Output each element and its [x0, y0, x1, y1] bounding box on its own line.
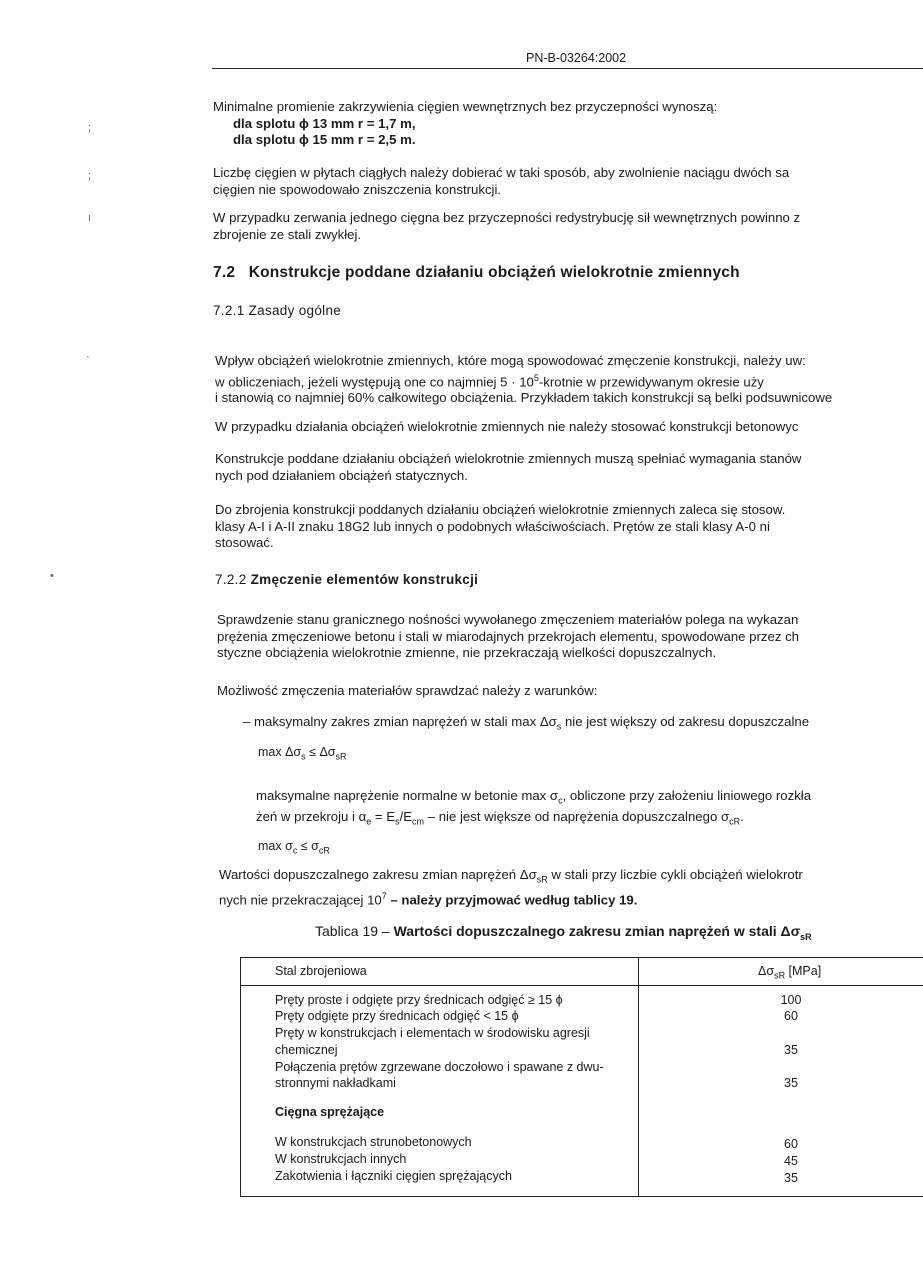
paragraph-check: [217, 612, 799, 662]
text-fragment: – nie jest większe od naprężenia dopuszczalnego σ: [424, 809, 730, 825]
text-fragment: Δσ: [758, 964, 775, 978]
table-value: 60: [784, 1137, 798, 1151]
text-fragment: [MPa]: [785, 964, 822, 978]
table-caption: [315, 923, 812, 945]
table-row: Zakotwienia i łączniki cięgien sprężających: [275, 1169, 512, 1183]
paragraph-line: [215, 370, 832, 391]
subscript: cR: [729, 816, 741, 827]
table-value: 35: [784, 1043, 798, 1057]
paragraph-line: Liczbę cięgien w płytach ciągłych należy dobierać w taki sposób, aby zwolnienie naciągu dwóch sa: [213, 165, 790, 180]
condition-steel: [243, 714, 809, 735]
text-fragment: – należy przyjmować według tablicy 19.: [386, 892, 638, 908]
document-code: PN-B-03264:2002: [526, 51, 627, 65]
text-fragment: żeń w przekroju i α: [256, 809, 367, 825]
formula-text: max σ: [258, 839, 293, 853]
table-row: stronnymi nakładkami: [275, 1076, 396, 1090]
section-title: Zmęczenie elementów konstrukcji: [250, 572, 479, 587]
paragraph-line: nych pod działaniem obciążeń statycznych.: [215, 467, 468, 483]
caption-title: Wartości dopuszczalnego zakresu zmian naprężeń w stali Δσ: [393, 923, 801, 939]
paragraph-influence: [215, 353, 832, 407]
table-row: Pręty odgięte przy średnicach odgięć < 15 ϕ: [275, 1009, 519, 1023]
table-value: 35: [784, 1076, 798, 1090]
section-title: Zasady ogólne: [248, 303, 342, 318]
subscript: cm: [412, 816, 425, 827]
paragraph-line: [219, 888, 803, 909]
formula-concrete: [258, 838, 330, 859]
section-number: 7.2.2: [215, 572, 247, 587]
formula-text: ≤ Δσ: [305, 745, 336, 759]
text-fragment: /E: [399, 809, 413, 825]
table-row: Połączenia prętów zgrzewane doczołowo i spawane z dwu-: [275, 1060, 604, 1074]
text-fragment: -krotnie w przewidywanym okresie uży: [538, 373, 764, 389]
paragraph-concrete: [215, 419, 798, 436]
text-fragment: w obliczeniach, jeżeli występują one co najmniej 5 · 10: [215, 373, 534, 389]
paragraph-line: Wpływ obciążeń wielokrotnie zmiennych, które mogą spowodować zmęczenie konstrukcji, należy uw:: [215, 353, 806, 368]
subscript: sR: [800, 931, 812, 942]
table-header-steel: Stal zbrojeniowa: [275, 964, 367, 978]
paragraph-line: cięgien nie spowodowało zniszczenia konstrukcji.: [213, 181, 502, 197]
paragraph-line: zbrojenie ze stali zwykłej.: [213, 226, 362, 242]
paragraph-line: i stanowią co najmniej 60% całkowitego obciążenia. Przykładem takich konstrukcji są belki podsuwnicowe: [215, 390, 833, 406]
text-fragment: , obliczone przy założeniu liniowego rozkła: [562, 788, 812, 803]
paragraph-line: Konstrukcje poddane działaniu obciążeń wielokrotnie zmiennych muszą spełniać wymagania stanów: [215, 451, 802, 466]
formula-text: max Δσ: [258, 745, 302, 759]
paragraph-values: [219, 867, 803, 909]
subscript: s: [556, 721, 562, 732]
text-fragment: w stali przy liczbie cykli obciążeń wielokrotr: [547, 867, 803, 882]
section-number: 7.2.1: [213, 303, 245, 318]
paragraph-line: [219, 867, 803, 888]
margin-mark: ;: [88, 122, 92, 134]
condition-line: [256, 809, 811, 830]
paragraph-plates: [213, 165, 789, 198]
margin-mark: •: [50, 570, 54, 582]
subscript: cR: [318, 845, 330, 856]
table-value: 35: [784, 1171, 798, 1185]
subscript: e: [366, 816, 372, 827]
text-fragment: maksymalne naprężenie normalne w betonie max σ: [256, 788, 559, 803]
intro-line: Minimalne promienie zakrzywienia cięgien wewnętrznych bez przyczepności wynoszą:: [213, 99, 718, 114]
paragraph-reinforcement: [215, 502, 785, 552]
condition-line: [243, 714, 809, 735]
intro-line: dla splotu ϕ 15 mm r = 2,5 m.: [233, 132, 416, 147]
section-title: Konstrukcje poddane działaniu obciążeń wielokrotnie zmiennych: [248, 264, 740, 281]
text-fragment: nych nie przekraczającej 10: [219, 892, 382, 908]
table-header-value: [758, 964, 821, 984]
table-row: Pręty proste i odgięte przy średnicach odgięć ≥ 15 ϕ: [275, 993, 563, 1007]
table-row: W konstrukcjach strunobetonowych: [275, 1135, 472, 1149]
subscript: c: [558, 795, 563, 806]
text-fragment: – maksymalny zakres zmian naprężeń w stali max Δσ: [243, 714, 557, 729]
table-divider: [241, 985, 923, 986]
table-value: 45: [784, 1154, 798, 1168]
table-value: 100: [780, 993, 802, 1007]
paragraph-line: klasy A-I i A-II znaku 18G2 lub innych o podobnych właściwościach. Prętów ze stali klasy A-0 ni: [215, 518, 770, 534]
paragraph-line: Sprawdzenie stanu granicznego nośności wywołanego zmęczeniem materiałów polega na wykazan: [217, 612, 799, 627]
condition-line: [256, 788, 811, 809]
intro-paragraph: [213, 99, 717, 149]
table-row: Pręty w konstrukcjach i elementach w środowisku agresji: [275, 1026, 590, 1040]
subscript: sR: [335, 751, 347, 762]
subscript: sR: [536, 874, 548, 885]
caption-prefix: Tablica 19 –: [315, 923, 394, 939]
subscript: s: [395, 816, 400, 827]
paragraph-line: stosować.: [215, 535, 274, 550]
paragraph-line: Do zbrojenia konstrukcji poddanych działaniu obciążeń wielokrotnie zmiennych zaleca się stosow.: [215, 502, 786, 517]
formula-text: ≤ σ: [297, 839, 319, 853]
table-divider: [638, 958, 639, 1196]
paragraph-conditions: [217, 683, 597, 700]
intro-line: dla splotu ϕ 13 mm r = 1,7 m,: [233, 115, 416, 131]
subscript: s: [301, 751, 306, 762]
margin-mark: ı: [88, 212, 92, 224]
paragraph-line: W przypadku działania obciążeń wielokrotnie zmiennych nie należy stosować konstrukcji betonowyc: [215, 419, 799, 434]
table-19: [240, 957, 923, 1197]
text-fragment: Wartości dopuszczalnego zakresu zmian naprężeń Δσ: [219, 867, 537, 882]
paragraph-line: W przypadku zerwania jednego cięgna bez przyczepności redystrybucję sił wewnętrznych powinno z: [213, 210, 801, 225]
header-rule: [212, 68, 923, 69]
margin-mark: ˋ: [86, 355, 90, 367]
paragraph-rupture: [213, 210, 800, 243]
table-value: 60: [784, 1009, 798, 1023]
table-row: W konstrukcjach innych: [275, 1152, 407, 1166]
section-heading-7-2-1: [213, 303, 341, 320]
subscript: c: [292, 845, 298, 856]
superscript: 7: [381, 891, 387, 902]
formula-steel: [258, 744, 347, 765]
section-heading-7-2-2: [215, 572, 478, 589]
paragraph-line: Możliwość zmęczenia materiałów sprawdzać należy z warunków:: [217, 683, 598, 698]
paragraph-line: styczne obciążenia wielokrotnie zmienne, nie przekraczają wielkości dopuszczalnych.: [217, 645, 717, 660]
table-row: chemicznej: [275, 1043, 338, 1057]
superscript: 5: [533, 372, 539, 383]
table-subheader: Cięgna sprężające: [275, 1105, 385, 1119]
paragraph-line: prężenia zmęczeniowe betonu i stali w miarodajnych przekrojach elementu, spowodowane przez ch: [217, 628, 800, 644]
section-heading-7-2: [213, 265, 740, 282]
condition-concrete: [256, 788, 811, 830]
section-number: 7.2: [213, 264, 236, 281]
subscript: sR: [774, 970, 786, 981]
margin-mark: ;: [88, 170, 92, 182]
text-fragment: = E: [371, 809, 396, 825]
paragraph-limit-states: [215, 451, 801, 484]
text-fragment: nie jest większy od zakresu dopuszczalne: [561, 714, 810, 729]
text-fragment: .: [740, 809, 744, 825]
